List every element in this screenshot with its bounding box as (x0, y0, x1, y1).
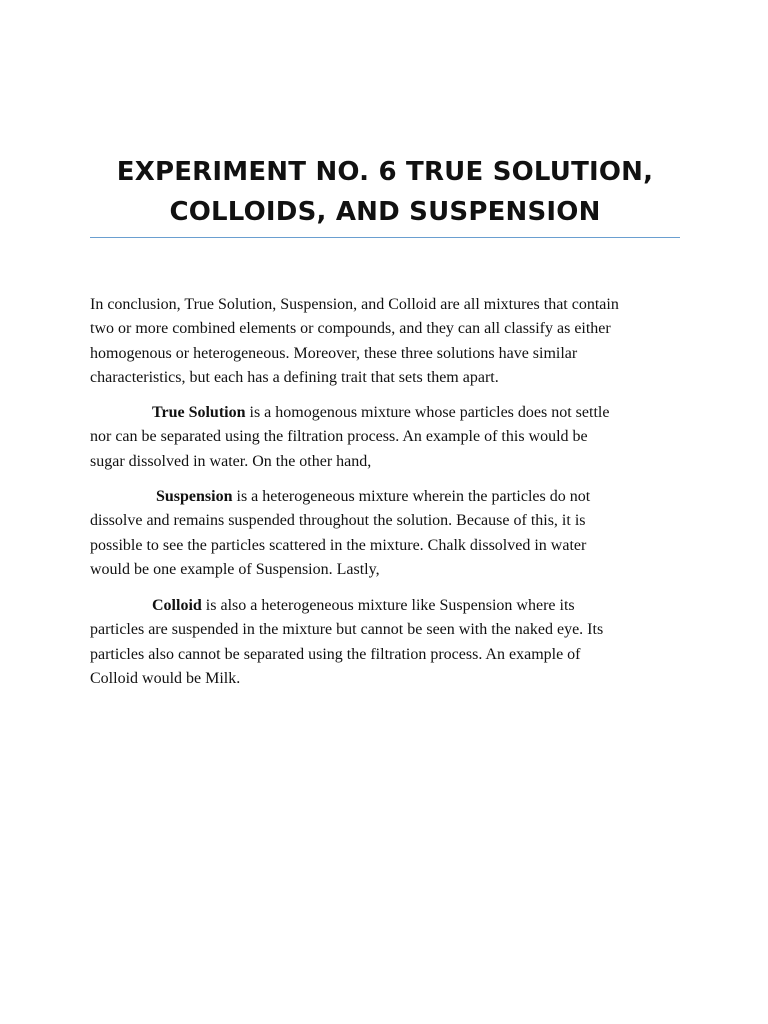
paragraph-line: possible to see the particles scattered in the mixture. Chalk dissolved in water (90, 536, 587, 554)
paragraph-line: dissolve and remains suspended throughout the solution. Because of this, it is (90, 512, 586, 530)
paragraph-line: Colloid would be Milk. (90, 669, 241, 687)
paragraph-line: two or more combined elements or compounds, and they can all classify as either (90, 320, 611, 338)
true-solution-term: True Solution (152, 404, 246, 421)
paragraph-line: would be one example of Suspension. Lastly, (90, 560, 380, 578)
paragraph-text: is a heterogeneous mixture wherein the particles do not (232, 488, 591, 505)
title-divider (90, 237, 680, 238)
paragraph-line: sugar dissolved in water. On the other hand, (90, 452, 372, 470)
title-line: EXPERIMENT NO. 6 TRUE SOLUTION, (116, 157, 654, 187)
conclusion-paragraph (90, 293, 680, 390)
suspension-term: Suspension (156, 488, 233, 505)
paragraph-text: is a homogenous mixture whose particles does not settle (245, 404, 610, 421)
paragraph-line: nor can be separated using the filtration process. An example of this would be (90, 428, 588, 446)
colloid-paragraph (90, 594, 680, 691)
paragraph-text: is also a heterogeneous mixture like Suspension where its (201, 597, 575, 614)
colloid-term: Colloid (152, 597, 202, 614)
document-title (90, 152, 680, 232)
paragraph-first-line (90, 401, 680, 425)
paragraph-first-line (90, 485, 680, 509)
true-solution-paragraph (90, 401, 680, 474)
paragraph-line: particles are suspended in the mixture but cannot be seen with the naked eye. Its (90, 621, 604, 639)
paragraph-line: In conclusion, True Solution, Suspension, and Colloid are all mixtures that contain (90, 296, 619, 313)
suspension-paragraph (90, 485, 680, 582)
paragraph-line: particles also cannot be separated using the filtration process. An example of (90, 645, 581, 663)
title-line: COLLOIDS, AND SUSPENSION (169, 197, 601, 227)
paragraph-line: characteristics, but each has a defining trait that sets them apart. (90, 368, 499, 386)
paragraph-first-line (90, 594, 680, 618)
paragraph-line: homogenous or heterogeneous. Moreover, these three solutions have similar (90, 344, 578, 362)
